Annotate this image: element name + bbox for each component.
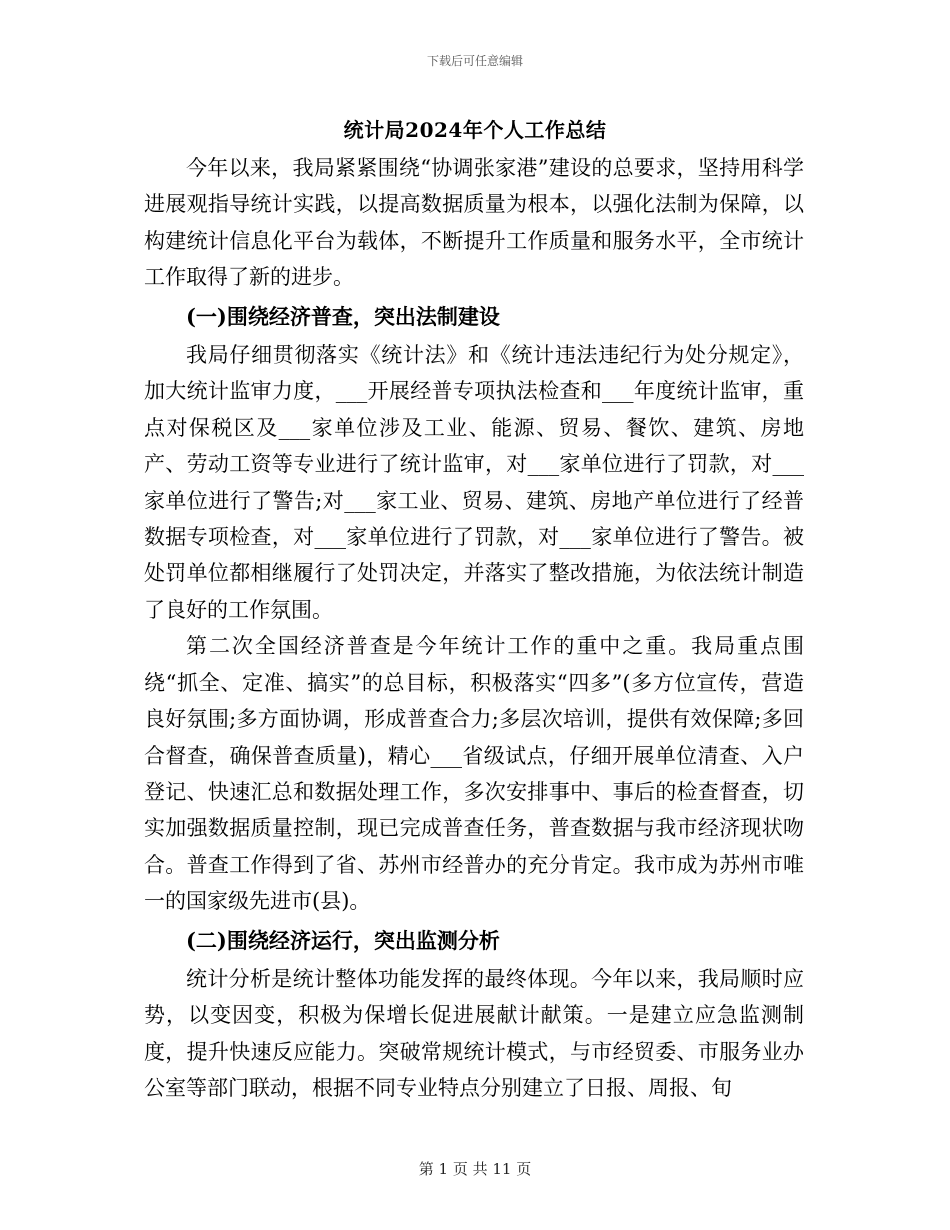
section-heading-1: (一)围绕经济普查，突出法制建设	[186, 303, 500, 329]
paragraph-intro: 今年以来，我局紧紧围绕“协调张家港”建设的总要求，坚持用科学进展观指导统计实践，以提高数据质量为根本，以强化法制为保障，以构建统计信息化平台为载体，不断提升工作质量和服务水平，全市统计工作取得了新的进步。	[144, 156, 804, 290]
document-title: 统计局2024年个人工作总结	[343, 118, 607, 142]
header-note: 下载后可任意编辑	[426, 54, 523, 68]
paragraph-legal-audit: 我局仔细贯彻落实《统计法》和《统计违法违纪行为处分规定》，加大统计监审力度，___开展经普专项执法检查和___年度统计监审，重点对保税区及___家单位涉及工业、能源、贸易、餐饮、建筑、房地产、劳动工资等专业进行了统计监审，对___家单位进行了罚款，对___家单位进行了警告;对___家工业、贸易、建筑、房地产单位进行了经普数据专项检查，对___家单位进行了罚款，对___家单位进行了警告。被处罚单位都相继履行了处罚决定，并落实了整改措施，为依法统计制造了良好的工作氛围。	[144, 343, 804, 622]
document-body	[144, 150, 804, 1107]
section-heading-2: (二)围绕经济运行，突出监测分析	[186, 927, 500, 953]
page-footer: 第 1 页 共 11 页	[418, 1160, 532, 1178]
paragraph-monitoring-analysis: 统计分析是统计整体功能发挥的最终体现。今年以来，我局顺时应势，以变因变，积极为保增长促进展献计献策。一是建立应急监测制度，提升快速反应能力。突破常规统计模式，与市经贸委、市服务业办公室等部门联动，根据不同专业特点分别建立了日报、周报、旬	[144, 966, 804, 1101]
paragraph-economic-census: 第二次全国经济普查是今年统计工作的重中之重。我局重点围绕“抓全、定准、搞实”的总目标，积极落实“四多”(多方位宣传，营造良好氛围;多方面协调，形成普查合力;多层次培训，提供有效保障;多回合督查，确保普查质量)，精心___省级试点，仔细开展单位清查、入户登记、快速汇总和数据处理工作，多次安排事中、事后的检查督查，切实加强数据质量控制，现已完成普查任务，普查数据与我市经济现状吻合。普查工作得到了省、苏州市经普办的充分肯定。我市成为苏州市唯一的国家级先进市(县)。	[144, 634, 804, 914]
